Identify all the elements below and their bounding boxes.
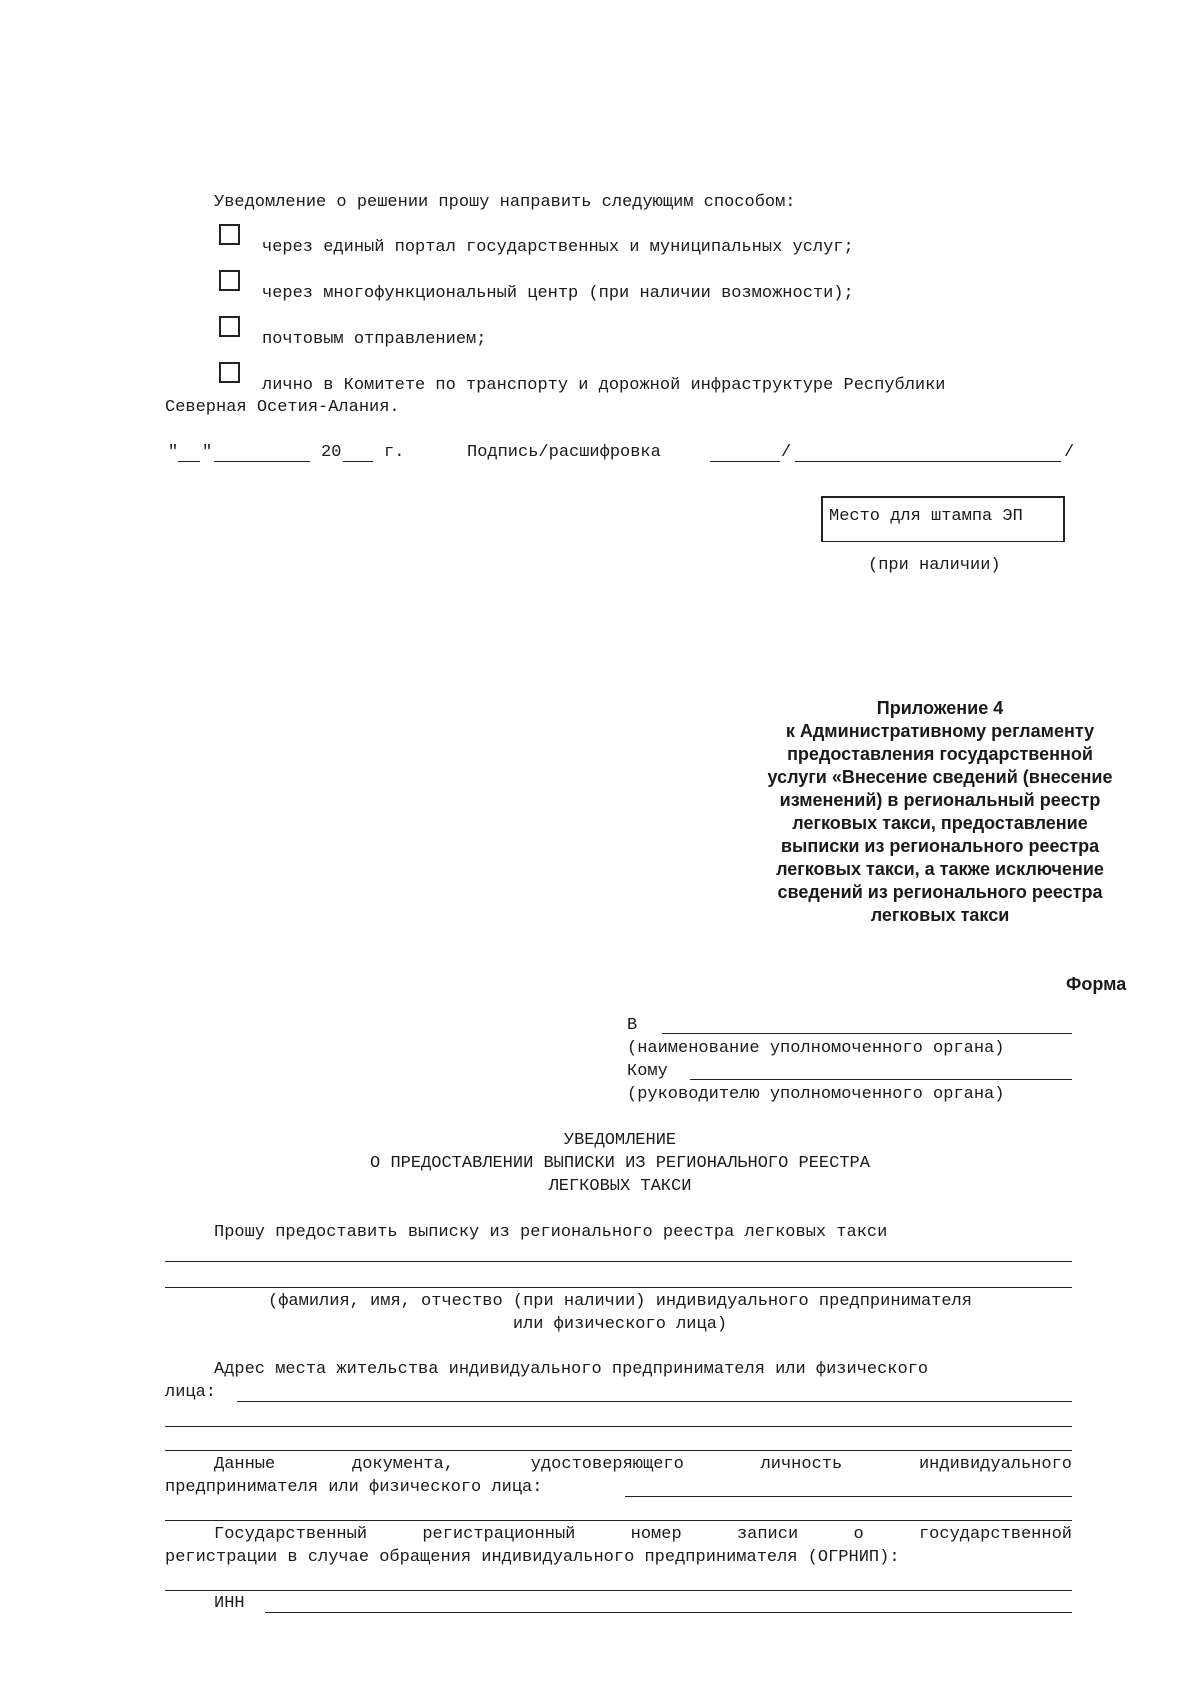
reg-text-2: регистрации в случае обращения индивидуального предпринимателя (ОГРНИП): bbox=[165, 1548, 900, 1567]
date-quote-close: " bbox=[202, 443, 213, 462]
address-text-2: лица: bbox=[165, 1383, 217, 1402]
title-line-1: УВЕДОМЛЕНИЕ bbox=[563, 1131, 677, 1150]
appendix-line: предоставления государственной bbox=[787, 744, 1093, 764]
date-year-prefix: 20 bbox=[321, 443, 342, 462]
checkbox-post[interactable] bbox=[219, 316, 240, 337]
signature-end: / bbox=[1064, 443, 1075, 462]
appendix-line: Приложение 4 bbox=[876, 698, 1004, 718]
appendix-line: выписки из регионального реестра bbox=[780, 836, 1100, 856]
address-text-1: Адрес места жительства индивидуального предпринимателя или физического bbox=[214, 1360, 929, 1379]
address-line-2 bbox=[165, 1426, 1072, 1427]
option-portal-label: через единый портал государственных и муниципальных услуг; bbox=[262, 238, 854, 257]
to-line bbox=[662, 1033, 1072, 1034]
option-mfc-label: через многофункциональный центр (при наличии возможности); bbox=[262, 284, 854, 303]
reg-text-1: Государственный регистрационный номер записи о государственной bbox=[214, 1525, 1072, 1544]
notify-intro: Уведомление о решении прошу направить следующим способом: bbox=[214, 193, 796, 212]
whom-label: Кому bbox=[627, 1062, 668, 1081]
reg-line bbox=[165, 1590, 1072, 1591]
inn-label: ИНН bbox=[214, 1594, 245, 1613]
whom-caption: (руководителю уполномоченного органа) bbox=[627, 1085, 1005, 1104]
date-day-line bbox=[178, 461, 200, 462]
date-month-line bbox=[214, 461, 310, 462]
doc-text-1: Данные документа, удостоверяющего личность индивидуального bbox=[214, 1455, 1072, 1474]
page-title: ЛЕГКОВЫХ ТАКСИ bbox=[548, 1177, 692, 1196]
name-caption-1: (фамилия, имя, отчество (при наличии) индивидуального предпринимателя bbox=[268, 1292, 972, 1311]
name-caption-2: или физического лица) bbox=[512, 1315, 728, 1334]
to-label: В bbox=[627, 1016, 638, 1035]
appendix-line: услуги «Внесение сведений (внесение bbox=[767, 767, 1113, 787]
appendix-line: изменений) в региональный реестр bbox=[779, 790, 1101, 810]
doc-line-2 bbox=[165, 1520, 1072, 1521]
date-quote-open: " bbox=[168, 443, 179, 462]
stamp-box bbox=[821, 496, 1065, 542]
address-line-3 bbox=[165, 1450, 1072, 1451]
appendix-line: легковых такси, предоставление bbox=[792, 813, 1088, 833]
checkbox-portal[interactable] bbox=[219, 224, 240, 245]
appendix-block bbox=[740, 697, 1140, 927]
doc-text-2: предпринимателя или физического лица: bbox=[165, 1478, 543, 1497]
option-in-person-label: лично в Комитете по транспорту и дорожной инфраструктуре Республики bbox=[262, 376, 946, 395]
appendix-line: легковых такси, а также исключение bbox=[776, 859, 1104, 879]
option-in-person-cont: Северная Осетия-Алания. bbox=[165, 398, 400, 417]
signature-decoding-line bbox=[795, 461, 1061, 462]
option-post-label: почтовым отправлением; bbox=[262, 330, 487, 349]
title-line-2: О ПРЕДОСТАВЛЕНИИ ВЫПИСКИ ИЗ РЕГИОНАЛЬНОГО РЕЕСТРА bbox=[370, 1154, 870, 1173]
date-year-suffix: г. bbox=[384, 443, 405, 462]
name-line-1 bbox=[165, 1261, 1072, 1262]
address-line-1 bbox=[237, 1401, 1072, 1402]
request-text: Прошу предоставить выписку из регионального реестра легковых такси bbox=[214, 1223, 888, 1242]
inn-line[interactable] bbox=[265, 1612, 1072, 1613]
stamp-label: Место для штампа ЭП bbox=[829, 507, 1023, 526]
date-year-line bbox=[343, 461, 373, 462]
whom-line bbox=[690, 1079, 1072, 1080]
checkbox-in-person[interactable] bbox=[219, 362, 240, 383]
checkbox-mfc[interactable] bbox=[219, 270, 240, 291]
stamp-note: (при наличии) bbox=[868, 556, 1001, 575]
form-label: Форма bbox=[1066, 974, 1127, 994]
signature-line bbox=[710, 461, 780, 462]
signature-label: Подпись/расшифровка bbox=[467, 443, 661, 462]
appendix-line: легковых такси bbox=[870, 905, 1010, 925]
doc-line-1 bbox=[625, 1496, 1072, 1497]
appendix-line: к Административному регламенту bbox=[785, 721, 1095, 741]
to-caption: (наименование уполномоченного органа) bbox=[627, 1039, 1005, 1058]
signature-sep: / bbox=[781, 443, 792, 462]
name-line-2 bbox=[165, 1287, 1072, 1288]
appendix-line: сведений из регионального реестра bbox=[777, 882, 1103, 902]
